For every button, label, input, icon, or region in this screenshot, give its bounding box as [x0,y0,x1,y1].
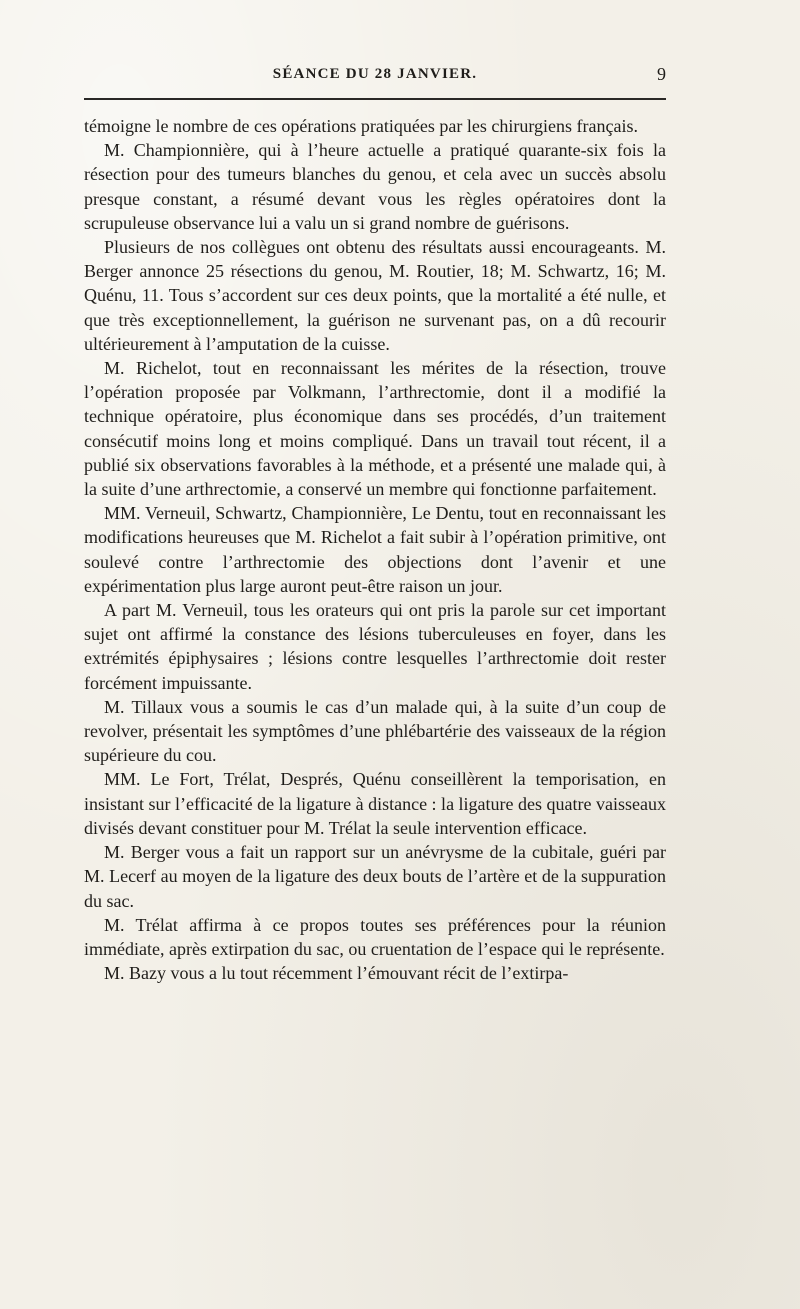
body-text [84,114,666,985]
paragraph: M. Bazy vous a lu tout récemment l’émouvant récit de l’extirpa- [104,963,569,984]
paragraph: M. Berger vous a fait un rapport sur un anévrysme de la cubitale, guéri par M. Lecerf au moyen de la ligature des deux bouts de l’artère et de la suppuration du sac. [84,842,666,911]
paragraph: témoigne le nombre de ces opérations pratiquées par les chirurgiens français. [84,116,638,136]
running-head: SÉANCE DU 28 JANVIER. [272,66,478,82]
page-number: 9 [657,64,666,84]
paragraph: MM. Le Fort, Trélat, Després, Quénu conseillèrent la temporisation, en insistant sur l’efficacité de la ligature à distance : la ligature des quatre vaisseaux divisés devant constituer pour M. Trélat la seule intervention efficace. [84,769,666,838]
paragraph: M. Tillaux vous a soumis le cas d’un malade qui, à la suite d’un coup de revolver, présentait les symptômes d’une phlébartérie des vaisseaux de la région supérieure du cou. [84,696,666,766]
page-header [84,62,666,86]
paragraph: M. Championnière, qui à l’heure actuelle a pratiqué quarante-six fois la résection pour des tumeurs blanches du genou, et cela avec un succès absolu presque constant, a résumé devant vous les règles opératoires dont la scrupuleuse observance lui a valu un si grand nombre de guérisons. [84,140,666,233]
paragraph: A part M. Verneuil, tous les orateurs qui ont pris la parole sur cet important sujet ont affirmé la constance des lésions tuberculeuses en foyer, dans les extrémités épiphysaires ; lésions contre lesquelles l’arthrectomie doit rester forcément impuissante. [84,600,666,693]
paragraph: Plusieurs de nos collègues ont obtenu des résultats aussi encourageants. M. Berger annonce 25 résections du genou, M. Routier, 18; M. Schwartz, 16; M. Quénu, 11. Tous s’accordent sur ces deux points, que la mortalité a été nulle, et que très exceptionnellement, la guérison ne survenant pas, on a dû recourir ultérieurement à l’amputation de la cuisse. [84,237,666,354]
paragraph: MM. Verneuil, Schwartz, Championnière, Le Dentu, tout en reconnaissant les modifications heureuses que M. Richelot a fait subir à l’opération primitive, ont soulevé contre l’arthrectomie des objections dont l’avenir et une expérimentation plus large auront peut-être raison un jour. [84,503,666,596]
header-rule [84,98,666,100]
paragraph: M. Richelot, tout en reconnaissant les mérites de la résection, trouve l’opération proposée par Volkmann, l’arthrectomie, dont il a modifié la technique opératoire, plus économique dans ses procédés, d’un traitement consécutif moins long et moins compliqué. Dans un travail tout récent, il a publié six observations favorables à la méthode, et a présenté une malade qui, à la suite d’une arthrectomie, a conservé un membre qui fonctionne parfaitement. [84,358,666,500]
paragraph: M. Trélat affirma à ce propos toutes ses préférences pour la réunion immédiate, après extirpation du sac, ou cruentation de l’espace qui le représente. [84,914,666,959]
